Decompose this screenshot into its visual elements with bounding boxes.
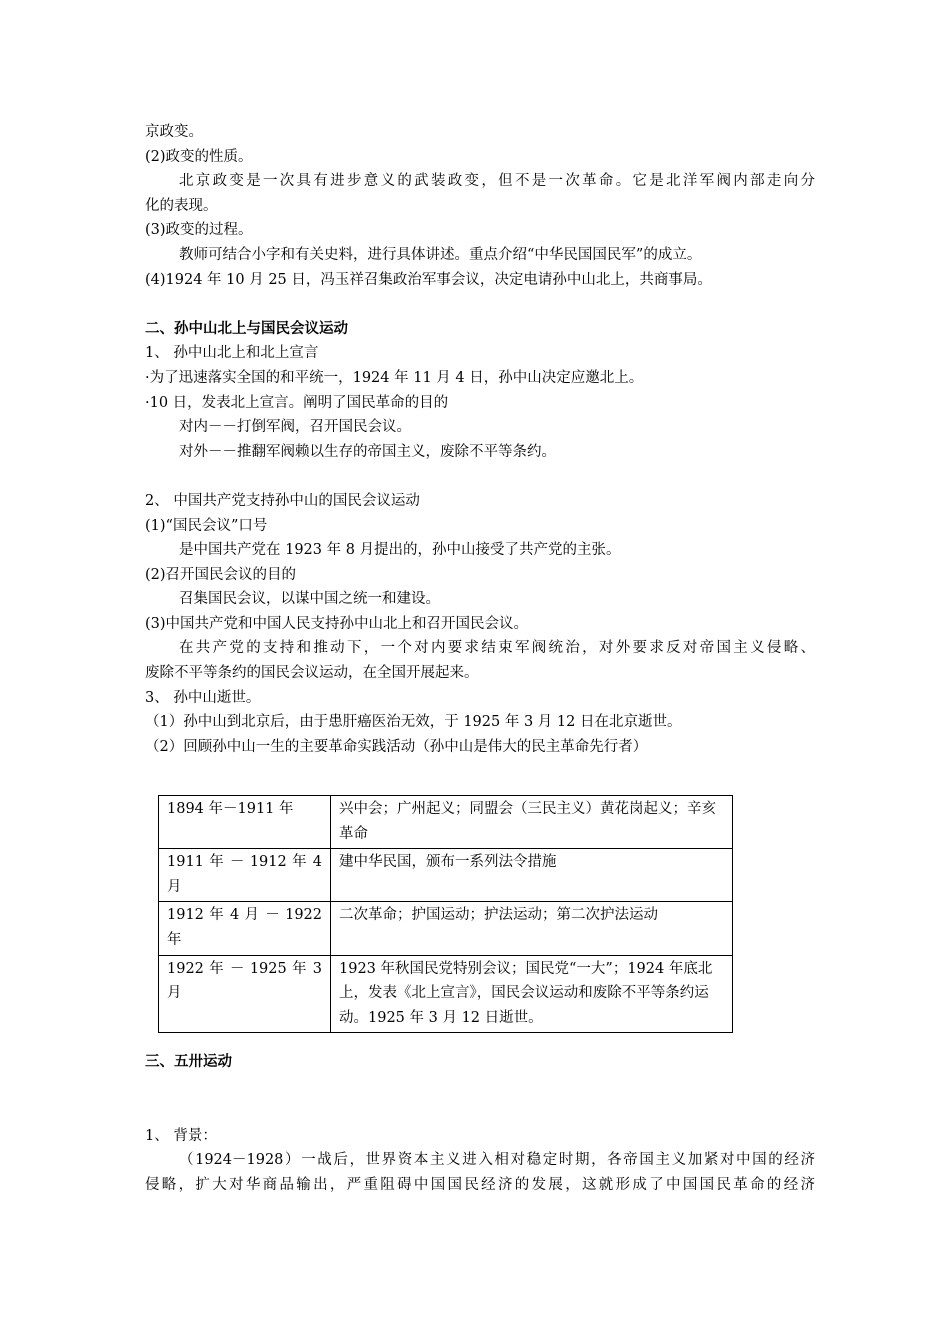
period-cell: 1894 年－1911 年 bbox=[159, 796, 331, 849]
section-heading: 二、孙中山北上与国民会议运动 bbox=[145, 319, 348, 337]
events-cell: 1923 年秋国民党特别会议；国民党“一大”；1924 年底北上，发表《北上宣言》，国民会议运动和废除不平等条约运动。1925 年 3 月 12 日逝世。 bbox=[331, 955, 733, 1033]
events-cell: 二次革命；护国运动；护法运动；第二次护法运动 bbox=[331, 902, 733, 955]
paragraph-line: (4)1924 年 10 月 25 日，冯玉祥召集政治军事会议，决定电请孙中山北上，共商事局。 bbox=[145, 271, 712, 288]
item-title: 2、 中国共产党支持孙中山的国民会议运动 bbox=[145, 492, 420, 509]
paragraph-line: 对内－－打倒军阀，召开国民会议。 bbox=[179, 419, 411, 436]
section-three bbox=[145, 1050, 815, 1198]
subheading: (2)召开国民会议的目的 bbox=[145, 566, 297, 583]
paragraph-line: （2）回顾孙中山一生的主要革命实践活动（孙中山是伟大的民主革命先行者） bbox=[145, 738, 648, 755]
item-title: 3、 孙中山逝世。 bbox=[145, 689, 261, 706]
item-title: 1、 背景： bbox=[145, 1127, 217, 1144]
bullet-line: ·为了迅速落实全国的和平统一，1924 年 11 月 4 日，孙中山决定应邀北上。 bbox=[145, 369, 644, 386]
paragraph-line: 化的表现。 bbox=[145, 197, 218, 214]
paragraph-line: 召集国民会议，以谋中国之统一和建设。 bbox=[179, 591, 440, 608]
period-cell: 1922 年 － 1925 年 3 月 bbox=[159, 955, 331, 1033]
subheading: (1)“国民会议”口号 bbox=[145, 517, 268, 534]
table-row bbox=[159, 849, 733, 902]
bullet-line: ·10 日，发表北上宣言。阐明了国民革命的目的 bbox=[145, 394, 449, 411]
paragraph-line: 是中国共产党在 1923 年 8 月提出的，孙中山接受了共产党的主张。 bbox=[179, 542, 621, 559]
period-cell: 1911 年 － 1912 年 4 月 bbox=[159, 849, 331, 902]
table-row bbox=[159, 902, 733, 955]
paragraph-line: 在共产党的支持和推动下，一个对内要求结束军阀统治，对外要求反对帝国主义侵略、 bbox=[179, 640, 815, 657]
spacer bbox=[145, 1099, 815, 1124]
paragraph-line: 侵略，扩大对华商品输出，严重阻碍中国国民经济的发展，这就形成了中国国民革命的经济 bbox=[145, 1176, 815, 1193]
subheading: (3)中国共产党和中国人民支持孙中山北上和召开国民会议。 bbox=[145, 615, 529, 632]
paragraph-line: 对外－－推翻军阀赖以生存的帝国主义，废除不平等条约。 bbox=[179, 443, 556, 460]
events-cell: 建中华民国，颁布一系列法令措施 bbox=[331, 849, 733, 902]
subheading: (3)政变的过程。 bbox=[145, 222, 253, 239]
subheading: (2)政变的性质。 bbox=[145, 148, 253, 165]
paragraph-line: （1）孙中山到北京后，由于患肝癌医治无效，于 1925 年 3 月 12 日在北京逝世。 bbox=[145, 714, 682, 731]
spacer bbox=[145, 464, 815, 489]
paragraph-line: 北京政变是一次具有进步意义的武装政变，但不是一次革命。它是北洋军阀内部走向分 bbox=[179, 173, 815, 190]
text-line: 京政变。 bbox=[145, 124, 203, 140]
table-row bbox=[159, 955, 733, 1033]
spacer bbox=[145, 292, 815, 317]
section-heading: 三、五卅运动 bbox=[145, 1053, 232, 1070]
item-title: 1、 孙中山北上和北上宣言 bbox=[145, 345, 319, 362]
table-row bbox=[159, 796, 733, 849]
period-cell: 1912 年 4 月 － 1922 年 bbox=[159, 902, 331, 955]
spacer bbox=[145, 1075, 815, 1100]
document-body bbox=[145, 120, 815, 759]
paragraph-line: 教师可结合小字和有关史料，进行具体讲述。重点介绍“中华民国国民军”的成立。 bbox=[179, 246, 702, 263]
timeline-table bbox=[158, 795, 733, 1033]
paragraph-line: （1924－1928）一战后，世界资本主义进入相对稳定时期，各帝国主义加紧对中国的经济 bbox=[179, 1152, 815, 1169]
paragraph-line: 废除不平等条约的国民会议运动，在全国开展起来。 bbox=[145, 665, 479, 682]
events-cell: 兴中会；广州起义；同盟会（三民主义）黄花岗起义；辛亥革命 bbox=[331, 796, 733, 849]
